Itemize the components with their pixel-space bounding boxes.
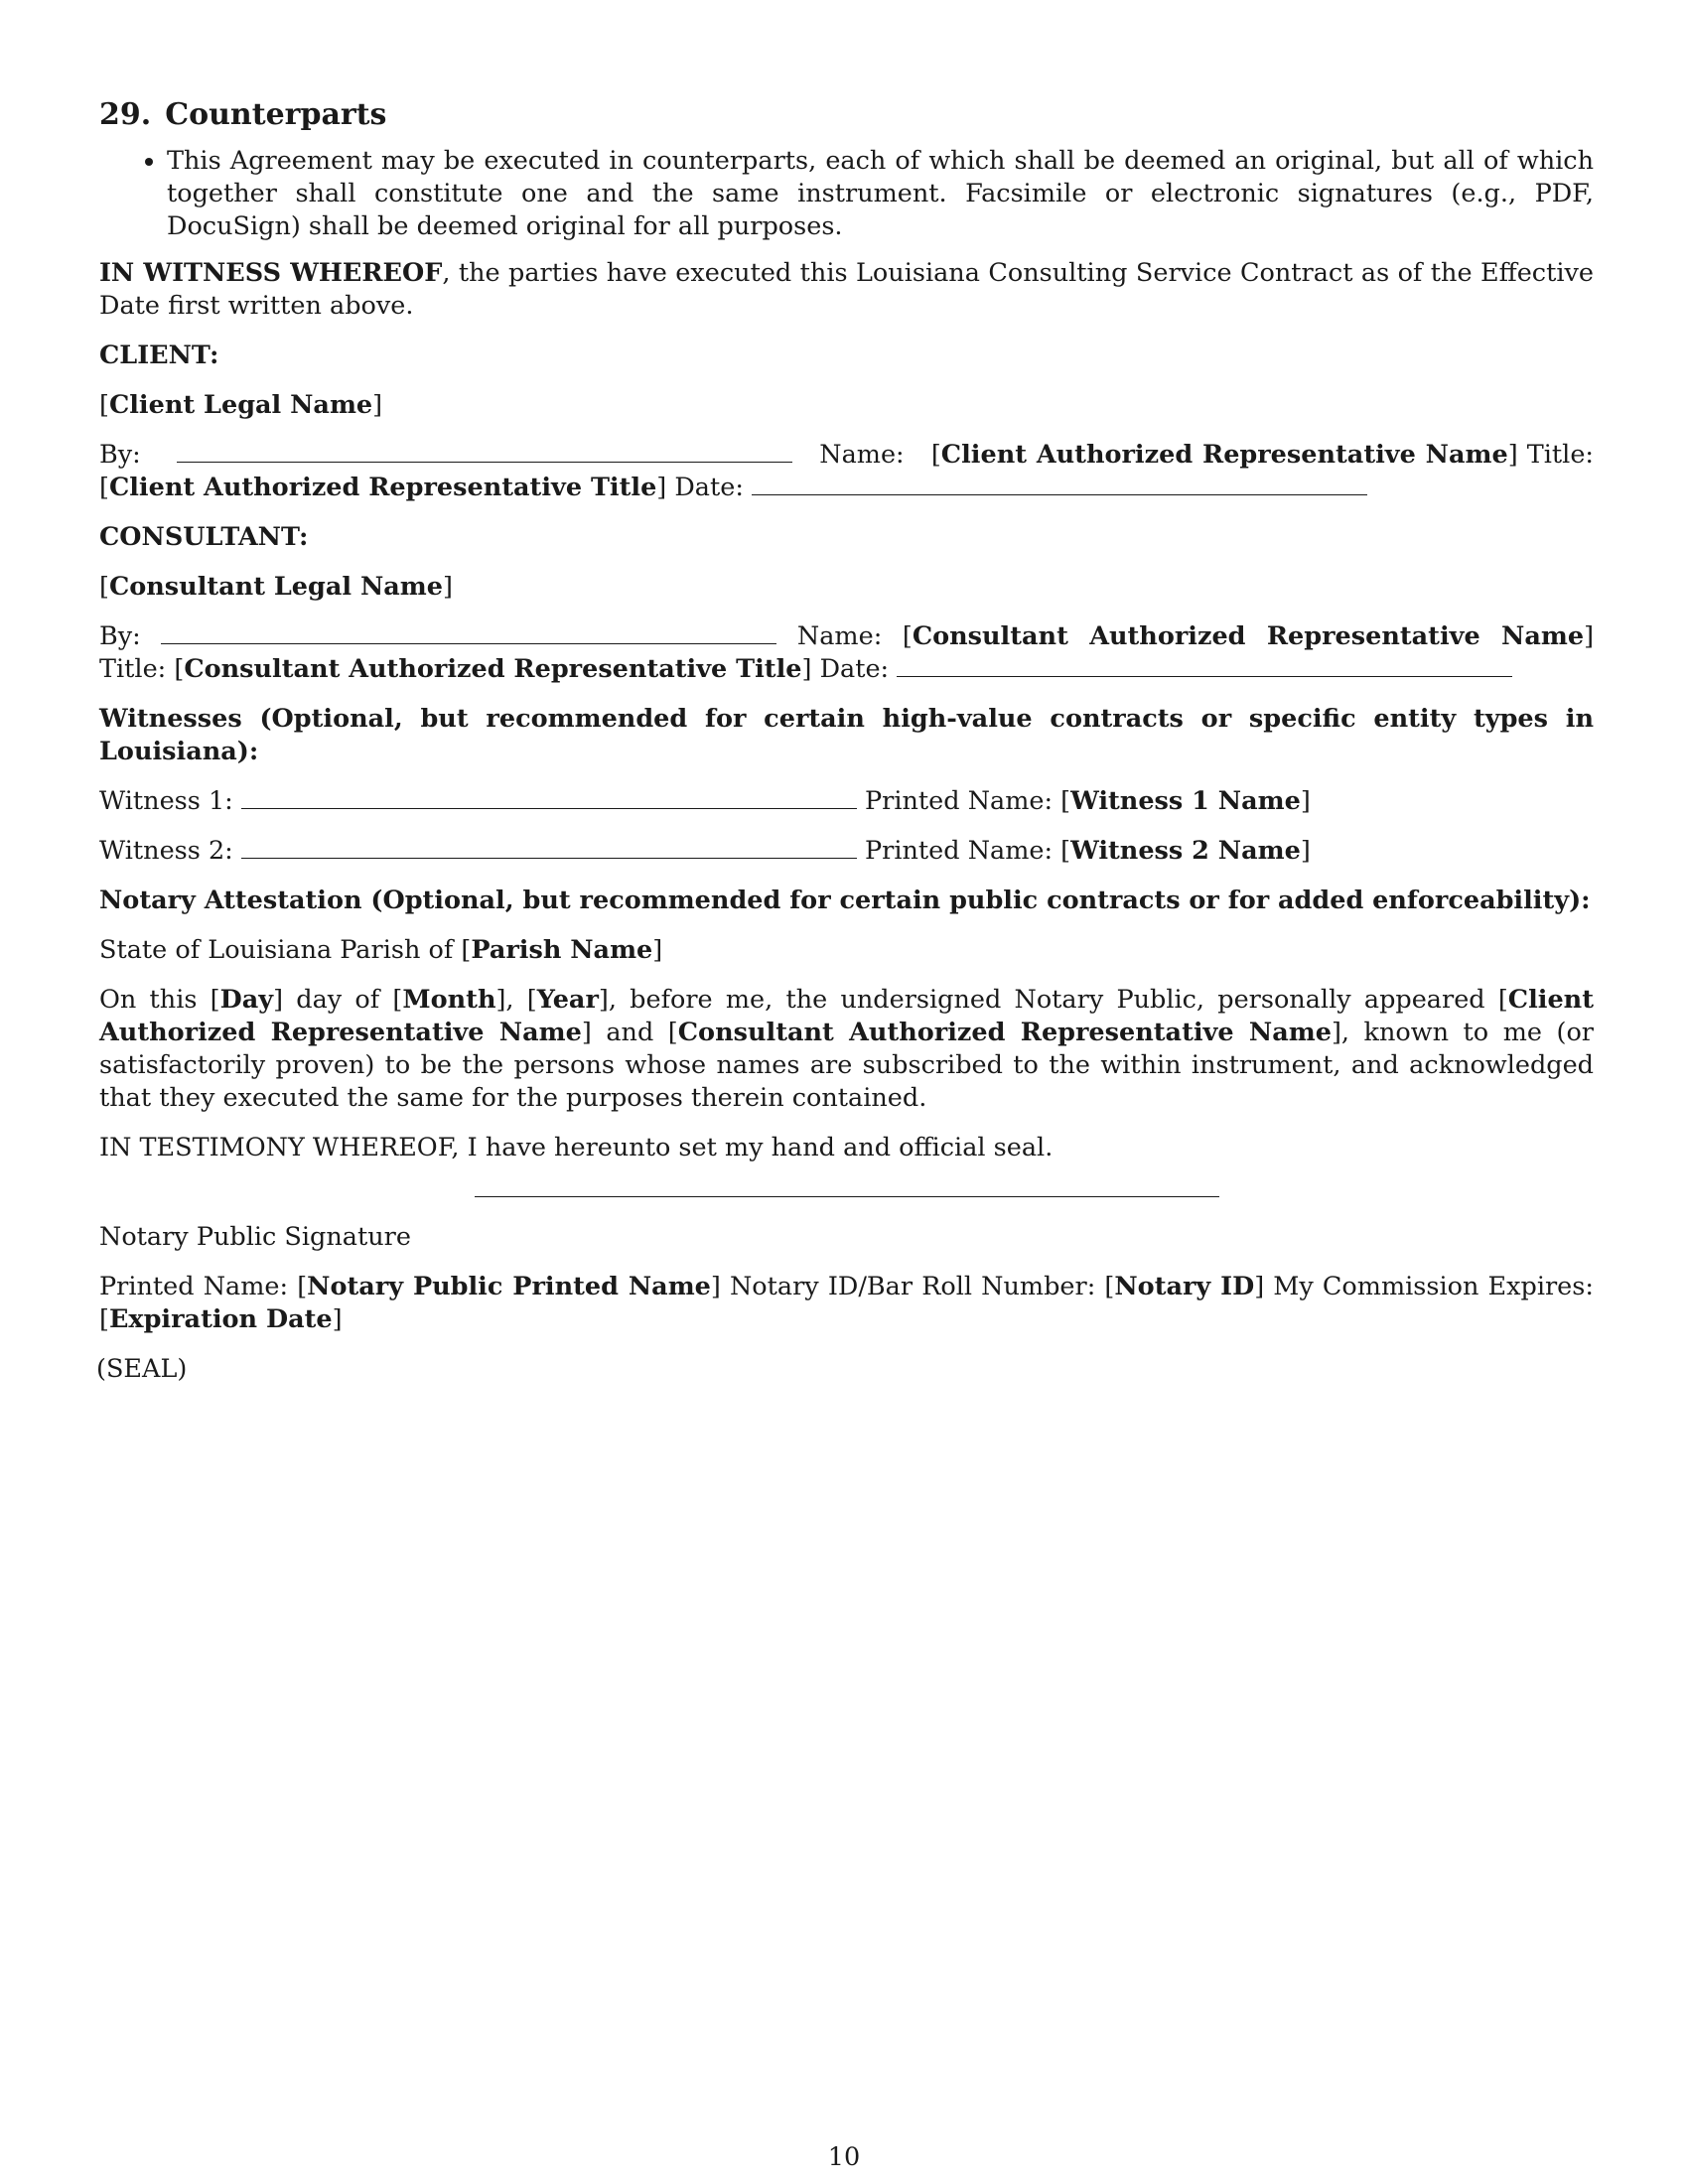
consultant-legal-name-value: Consultant Legal Name xyxy=(108,572,443,602)
notary-printed-name: Notary Public Printed Name xyxy=(307,1272,711,1301)
witness-1-signature-line[interactable] xyxy=(241,786,857,809)
consultant-by-label: By: xyxy=(99,621,141,651)
notary-on-this: On this xyxy=(99,985,198,1015)
document-page xyxy=(96,95,1595,1403)
consultant-date-line[interactable] xyxy=(897,654,1512,677)
notary-details: Printed Name: [Notary Public Printed Name] Notary ID/Bar Roll Number: [Notary ID] My Commission Expires: [Expiration Date] xyxy=(99,1272,1594,1334)
consultant-signature-block: By: Name: [Consultant Authorized Representative Name] Title: [Consultant Authorized Representative Title] Date: xyxy=(99,621,1595,684)
notary-expiration: Expiration Date xyxy=(108,1304,333,1334)
witness-1-label: Witness 1: xyxy=(99,786,233,816)
consultant-rep-title: Consultant Authorized Representative Title xyxy=(184,654,802,684)
notary-id-label: Notary ID/Bar Roll Number: xyxy=(729,1272,1096,1301)
client-date-label: Date: xyxy=(674,473,744,502)
witness-2-printed-label: Printed Name: xyxy=(865,836,1054,866)
client-legal-name: [Client Legal Name] xyxy=(99,390,383,420)
notary-rest: , known to me (or satisfactorily proven) to be the persons whose names are subscribed to the within instrument, and acknowledged that they executed the same for the purposes therein contained. xyxy=(99,1018,1595,1113)
section-title: Counterparts xyxy=(165,97,387,132)
notary-signature-line[interactable] xyxy=(475,1194,1219,1197)
notary-state-text: State of Louisiana Parish of xyxy=(99,935,454,965)
consultant-date-label: Date: xyxy=(819,654,890,684)
consultant-legal-name: [Consultant Legal Name] xyxy=(99,572,453,602)
notary-consultant-rep: Consultant Authorized Representative Name xyxy=(677,1018,1332,1047)
notary-heading: Notary Attestation (Optional, but recommended for certain public contracts or for added enforceability): xyxy=(99,886,1591,915)
witness-whereof-paragraph xyxy=(99,257,1594,323)
notary-expires-label: My Commission Expires: xyxy=(1273,1272,1594,1301)
witness-1-row: Witness 1: Printed Name: [Witness 1 Name] xyxy=(99,786,1311,816)
notary-acknowledgment: On this [Day] day of [Month], [Year], before me, the undersigned Notary Public, personally appeared [Client Authorized Representative Name] and [Consultant Authorized Representative Name], known to me (or satisfactorily proven) to be the persons whose names are subscribed to the within instrument, and acknowledged that they executed the same for the purposes therein contained. xyxy=(99,985,1595,1113)
client-signature-block: By: Name: [Client Authorized Representative Name] Title: [Client Authorized Representative Title] Date: xyxy=(99,440,1594,502)
witness-whereof-lead: IN WITNESS WHEREOF xyxy=(99,258,443,288)
notary-client-rep: Client Authorized Representative Name xyxy=(99,985,1594,1047)
client-name-label: Name: xyxy=(819,440,905,470)
notary-and: and xyxy=(606,1018,654,1047)
client-date-line[interactable] xyxy=(752,473,1367,495)
notary-state-parish: State of Louisiana Parish of [Parish Name] xyxy=(99,935,663,965)
witness-whereof-text: , the parties have executed this Louisiana Consulting Service Contract as of the Effective Date first written above. xyxy=(99,258,1594,321)
notary-printed-label: Printed Name: xyxy=(99,1272,289,1301)
witness-1-name: Witness 1 Name xyxy=(1070,786,1301,816)
notary-day: Day xyxy=(219,985,274,1015)
notary-seal: (SEAL) xyxy=(96,1354,188,1384)
notary-month: Month xyxy=(402,985,496,1015)
page-number: 10 xyxy=(827,2142,861,2172)
witnesses-heading: Witnesses (Optional, but recommended for certain high-value contracts or specific entity types in Louisiana): xyxy=(99,704,1594,766)
consultant-name-label: Name: xyxy=(796,621,883,651)
client-signature-line[interactable] xyxy=(177,440,792,463)
notary-signature-label: Notary Public Signature xyxy=(99,1222,411,1252)
counterparts-bullet: • This Agreement may be executed in counterparts, each of which shall be deemed an original, but all of which together shall constitute one and the same instrument. Facsimile or electronic signatures (e.g., PDF, DocuSign) shall be deemed original for all purposes. xyxy=(167,145,1594,243)
notary-testimony: IN TESTIMONY WHEREOF, I have hereunto set my hand and official seal. xyxy=(99,1133,1054,1162)
notary-year: Year xyxy=(536,985,599,1015)
consultant-rep-name: Consultant Authorized Representative Name xyxy=(912,621,1585,651)
client-legal-name-value: Client Legal Name xyxy=(108,390,373,420)
witness-2-label: Witness 2: xyxy=(99,836,233,866)
witness-2-signature-line[interactable] xyxy=(241,836,857,859)
section-heading xyxy=(99,95,1594,135)
witness-2-name: Witness 2 Name xyxy=(1070,836,1301,866)
notary-day-of: day of xyxy=(296,985,380,1015)
notary-parish: Parish Name xyxy=(471,935,653,965)
witness-1-printed-label: Printed Name: xyxy=(865,786,1054,816)
client-by-label: By: xyxy=(99,440,141,470)
counterparts-list xyxy=(99,145,1594,243)
client-rep-name: Client Authorized Representative Name xyxy=(940,440,1508,470)
client-heading: CLIENT: xyxy=(99,341,219,370)
client-title-label: Title: xyxy=(1526,440,1594,470)
consultant-signature-line[interactable] xyxy=(161,621,776,644)
section-number: 29. xyxy=(99,97,152,132)
consultant-heading: CONSULTANT: xyxy=(99,522,309,552)
witness-2-row: Witness 2: Printed Name: [Witness 2 Name] xyxy=(99,836,1311,866)
notary-id: Notary ID xyxy=(1114,1272,1255,1301)
consultant-title-label: Title: xyxy=(99,654,167,684)
client-rep-title: Client Authorized Representative Title xyxy=(108,473,657,502)
notary-before-me: , before me, the undersigned Notary Public, personally appeared xyxy=(608,985,1485,1015)
